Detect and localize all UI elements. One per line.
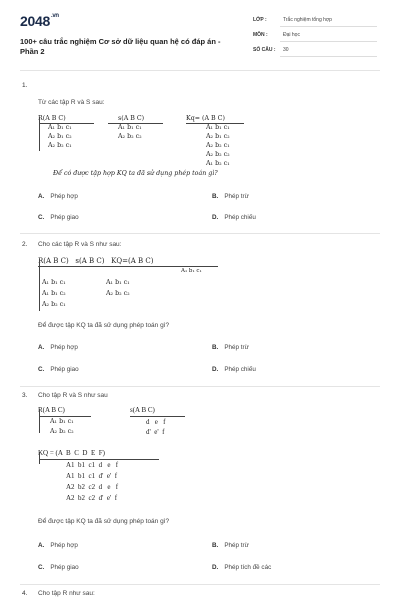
q1-r-row-1: A₁ b₁ c₁ [48, 124, 72, 131]
q3-option-a[interactable] [38, 542, 78, 549]
question-count-underline [280, 56, 377, 57]
q1-kq-row-3: A₂ b₂ c₁ [206, 142, 230, 149]
q2-r-row-2: A₁ b₁ c₂ [42, 290, 66, 297]
q2-r-row-1: A₁ b₁ c₁ [42, 279, 66, 286]
q1-s-row-2: A₂ b₂ c₂ [118, 133, 142, 140]
q3-kq-row-3: A2 b2 c2 d e f [66, 483, 119, 491]
question-4-number: 4. [22, 590, 28, 597]
question-2-number: 2. [22, 241, 28, 248]
option-letter: C. [38, 366, 45, 373]
q2-r-row-3: A₂ b₂ c₁ [42, 301, 66, 308]
q2-kq-row: A₁ b₁ c₁ [181, 268, 202, 274]
question-count-value: 30 [283, 47, 289, 53]
option-text: Phép giao [50, 564, 79, 571]
q1-option-b[interactable] [212, 193, 249, 200]
subject-value: Đại học [283, 32, 300, 38]
q1-r-row-2: A₂ b₁ c₂ [48, 133, 72, 140]
question-3-text: Cho tập R và S như sau [38, 392, 108, 399]
option-letter: D. [212, 366, 219, 373]
option-text: Phép chiếu [224, 214, 256, 221]
option-letter: C. [38, 214, 45, 221]
q1-kq-row-4: A₂ b₂ c₂ [206, 151, 230, 158]
header-divider [20, 70, 380, 71]
q1-kq-header: Kq= (A B C) [186, 115, 225, 122]
question-1-text: Từ các tập R và S sau: [38, 99, 105, 106]
q2-option-c[interactable] [38, 366, 79, 373]
q1-s-row-1: A₁ b₁ c₁ [118, 124, 142, 131]
subject-underline [280, 41, 377, 42]
q3-option-b[interactable] [212, 542, 249, 549]
q3-r-row-2: A₂ b₂ c₂ [50, 428, 74, 435]
question-4-text: Cho tập R như sau: [38, 590, 95, 597]
q3-r-header: R(A B C) [38, 406, 65, 414]
option-text: Phép trừ [224, 542, 249, 549]
option-text: Phép hợp [50, 193, 78, 200]
logo-suffix: .vn [50, 13, 59, 19]
q2-s-row-2: A₂ b₂ c₂ [106, 290, 130, 297]
q1-option-d[interactable] [212, 214, 256, 221]
question-1-figure [38, 115, 258, 200]
option-text: Phép trừ [224, 344, 249, 351]
option-letter: B. [212, 344, 219, 351]
option-letter: C. [38, 564, 45, 571]
q1-option-a[interactable] [38, 193, 78, 200]
q3-kq-header: KQ = (A B C D E F) [38, 449, 105, 457]
q1-option-c[interactable] [38, 214, 79, 221]
question-divider [20, 584, 380, 585]
q3-option-c[interactable] [38, 564, 79, 571]
q1-kq-row-2: A₂ b₁ c₂ [206, 133, 230, 140]
option-text: Phép hợp [50, 344, 78, 351]
q3-kq-bracket [39, 452, 40, 464]
q1-r-header: R(A B C) [38, 115, 66, 122]
q2-option-d[interactable] [212, 366, 256, 373]
q3-s-underline [130, 416, 185, 417]
document-title: 100+ câu trắc nghiệm Cơ sở dữ liệu quan hệ có đáp án - Phần 2 [20, 37, 221, 56]
option-letter: B. [212, 542, 219, 549]
question-divider [20, 386, 380, 387]
q1-kq-row-5: A₁ b₂ c₁ [206, 160, 230, 167]
question-2-figure [38, 257, 238, 315]
q1-s-header: s(A B C) [118, 115, 145, 122]
question-1-number: 1. [22, 82, 28, 89]
q2-option-b[interactable] [212, 344, 249, 351]
q1-kq-row-1: A₁ b₁ c₁ [206, 124, 230, 131]
q2-s-row-1: A₁ b₁ c₁ [106, 279, 130, 286]
option-letter: D. [212, 564, 219, 571]
question-3-number: 3. [22, 392, 28, 399]
question-3-prompt: Để được tập KQ ta đã sử dụng phép toán gì? [38, 518, 170, 525]
q3-r-bracket [39, 409, 40, 433]
q3-s-header: s(A B C) [130, 406, 155, 414]
q2-header-line: R(A B C) s(A B C) KQ=(A B C) [38, 257, 154, 265]
subject-label: MÔN : [253, 32, 268, 38]
q1-figure-caption: Để có được tập hợp KQ ta đã sử dụng phép toán gì? [53, 170, 218, 177]
option-letter: A. [38, 344, 45, 351]
option-letter: A. [38, 193, 45, 200]
option-text: Phép hợp [50, 542, 78, 549]
class-value: Trắc nghiệm tổng hợp [283, 17, 332, 23]
question-3-figure [38, 406, 238, 514]
site-logo[interactable] [20, 13, 59, 29]
question-2-prompt: Để được tập KQ ta đã sử dụng phép toán gì? [38, 322, 170, 329]
q3-r-row-1: A₁ b₁ c₁ [50, 418, 74, 425]
q3-kq-row-4: A2 b2 c2 d' e' f [66, 494, 118, 502]
question-divider [20, 233, 380, 234]
q3-r-underline [39, 416, 91, 417]
q1-r-row-3: A₂ b₂ c₁ [48, 142, 72, 149]
option-text: Phép giao [50, 366, 79, 373]
logo-text: 2048 [20, 13, 50, 29]
option-text: Phép chiếu [224, 366, 256, 373]
q3-kq-row-2: A1 b1 c1 d' e' f [66, 472, 118, 480]
class-label: LỚP : [253, 17, 267, 23]
q3-kq-underline [39, 459, 159, 460]
option-text: Phép tích đề các [224, 564, 272, 571]
option-text: Phép trừ [224, 193, 249, 200]
class-underline [280, 26, 377, 27]
option-letter: B. [212, 193, 219, 200]
q3-s-row-1: d e f [146, 418, 166, 426]
q3-s-row-2: d' e' f [146, 428, 165, 436]
option-letter: A. [38, 542, 45, 549]
question-2-text: Cho các tập R và S như sau: [38, 241, 122, 248]
option-text: Phép giao [50, 214, 79, 221]
q2-option-a[interactable] [38, 344, 78, 351]
q2-r-bracket [39, 259, 40, 311]
option-letter: D. [212, 214, 219, 221]
question-count-label: SỐ CÂU : [253, 47, 276, 53]
q3-kq-row-1: A1 b1 c1 d e f [66, 461, 119, 469]
q3-option-d[interactable] [212, 564, 271, 571]
